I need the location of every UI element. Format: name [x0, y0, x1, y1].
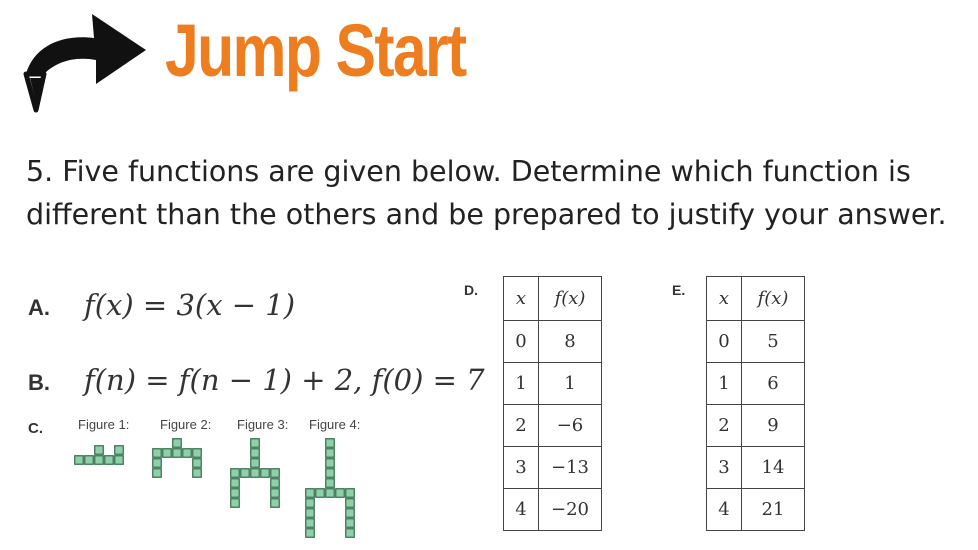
tile-square — [346, 529, 355, 538]
table-e-x: 2 — [707, 405, 742, 447]
table-row — [504, 447, 602, 489]
tile-square — [193, 459, 202, 468]
tile-square — [183, 449, 192, 458]
table-row — [707, 447, 805, 489]
tile-square — [251, 449, 260, 458]
tile-square — [173, 449, 182, 458]
table-d-x: 0 — [504, 321, 539, 363]
tile-square — [326, 489, 335, 498]
figure-1-tiles — [74, 445, 144, 475]
tile-square — [193, 469, 202, 478]
tile-square — [346, 509, 355, 518]
option-a-expression: f(x) = 3(x − 1) — [84, 288, 296, 322]
tile-square — [306, 529, 315, 538]
table-e-header — [707, 277, 805, 321]
table-d-x: 3 — [504, 447, 539, 489]
page-title: Jump Start — [165, 9, 466, 92]
tile-square — [231, 489, 240, 498]
table-e-f: 5 — [742, 321, 805, 363]
tile-square — [346, 499, 355, 508]
table-row — [504, 363, 602, 405]
tile-square — [346, 519, 355, 528]
tile-square — [241, 469, 250, 478]
table-row — [504, 405, 602, 447]
tile-square — [105, 456, 114, 465]
table-d-f: 1 — [539, 363, 602, 405]
table-e-f: 9 — [742, 405, 805, 447]
tile-square — [193, 449, 202, 458]
tile-square — [336, 489, 345, 498]
table-row — [504, 321, 602, 363]
tile-square — [346, 489, 355, 498]
tile-square — [271, 469, 280, 478]
table-e-header-f: f(x) — [742, 277, 805, 321]
table-d-f: −13 — [539, 447, 602, 489]
table-row — [504, 489, 602, 531]
tile-square — [153, 459, 162, 468]
table-d-x: 1 — [504, 363, 539, 405]
tile-square — [261, 469, 270, 478]
table-row — [707, 405, 805, 447]
table-e-f: 14 — [742, 447, 805, 489]
table-e-header-x: x — [707, 277, 742, 321]
tile-square — [231, 469, 240, 478]
tile-square — [306, 499, 315, 508]
option-b-letter: B. — [28, 370, 50, 395]
tile-square — [306, 489, 315, 498]
table-d — [503, 276, 602, 531]
figure-1-label: Figure 1: — [78, 417, 130, 432]
option-e-letter: E. — [672, 282, 686, 298]
tile-square — [231, 479, 240, 488]
figure-2-label: Figure 2: — [160, 417, 212, 432]
table-d-x: 2 — [504, 405, 539, 447]
tile-square — [85, 456, 94, 465]
figure-2-tiles — [152, 438, 222, 498]
table-d-f: −6 — [539, 405, 602, 447]
tile-square — [251, 469, 260, 478]
table-e-x: 4 — [707, 489, 742, 531]
jump-arrow-icon — [22, 6, 150, 116]
tile-square — [251, 439, 260, 448]
figure-3-tiles — [230, 438, 300, 518]
table-e-x: 1 — [707, 363, 742, 405]
table-e-x: 3 — [707, 447, 742, 489]
table-e — [706, 276, 805, 531]
tile-square — [326, 469, 335, 478]
option-c-letter: C. — [28, 420, 43, 437]
tile-square — [115, 456, 124, 465]
figure-4-tiles — [305, 438, 375, 542]
tile-square — [173, 439, 182, 448]
table-row — [707, 489, 805, 531]
tile-square — [326, 449, 335, 458]
table-d-header-f: f(x) — [539, 277, 602, 321]
option-b-expression: f(n) = f(n − 1) + 2, f(0) = 7 — [84, 363, 485, 397]
table-e-f: 21 — [742, 489, 805, 531]
table-d-header — [504, 277, 602, 321]
table-d-header-x: x — [504, 277, 539, 321]
table-row — [707, 321, 805, 363]
table-d-f: −20 — [539, 489, 602, 531]
tile-square — [163, 449, 172, 458]
table-d-f: 8 — [539, 321, 602, 363]
tile-square — [75, 456, 84, 465]
figure-4-label: Figure 4: — [309, 417, 361, 432]
table-e-f: 6 — [742, 363, 805, 405]
tile-square — [95, 456, 104, 465]
option-d-letter: D. — [464, 282, 478, 298]
tile-square — [115, 446, 124, 455]
tile-square — [95, 446, 104, 455]
question-text: 5. Five functions are given below. Determine which function is different than the others and be prepared to justify your answer. — [26, 155, 947, 231]
tile-square — [271, 489, 280, 498]
tile-square — [326, 479, 335, 488]
tile-square — [231, 499, 240, 508]
tile-square — [306, 519, 315, 528]
table-row — [707, 363, 805, 405]
tile-square — [271, 479, 280, 488]
tile-square — [316, 489, 325, 498]
tile-square — [153, 449, 162, 458]
table-d-x: 4 — [504, 489, 539, 531]
tile-square — [271, 499, 280, 508]
tile-square — [326, 439, 335, 448]
tile-square — [153, 469, 162, 478]
table-e-x: 0 — [707, 321, 742, 363]
tile-square — [306, 509, 315, 518]
tile-square — [251, 459, 260, 468]
tile-square — [326, 459, 335, 468]
option-a-letter: A. — [28, 295, 50, 320]
figure-3-label: Figure 3: — [237, 417, 289, 432]
